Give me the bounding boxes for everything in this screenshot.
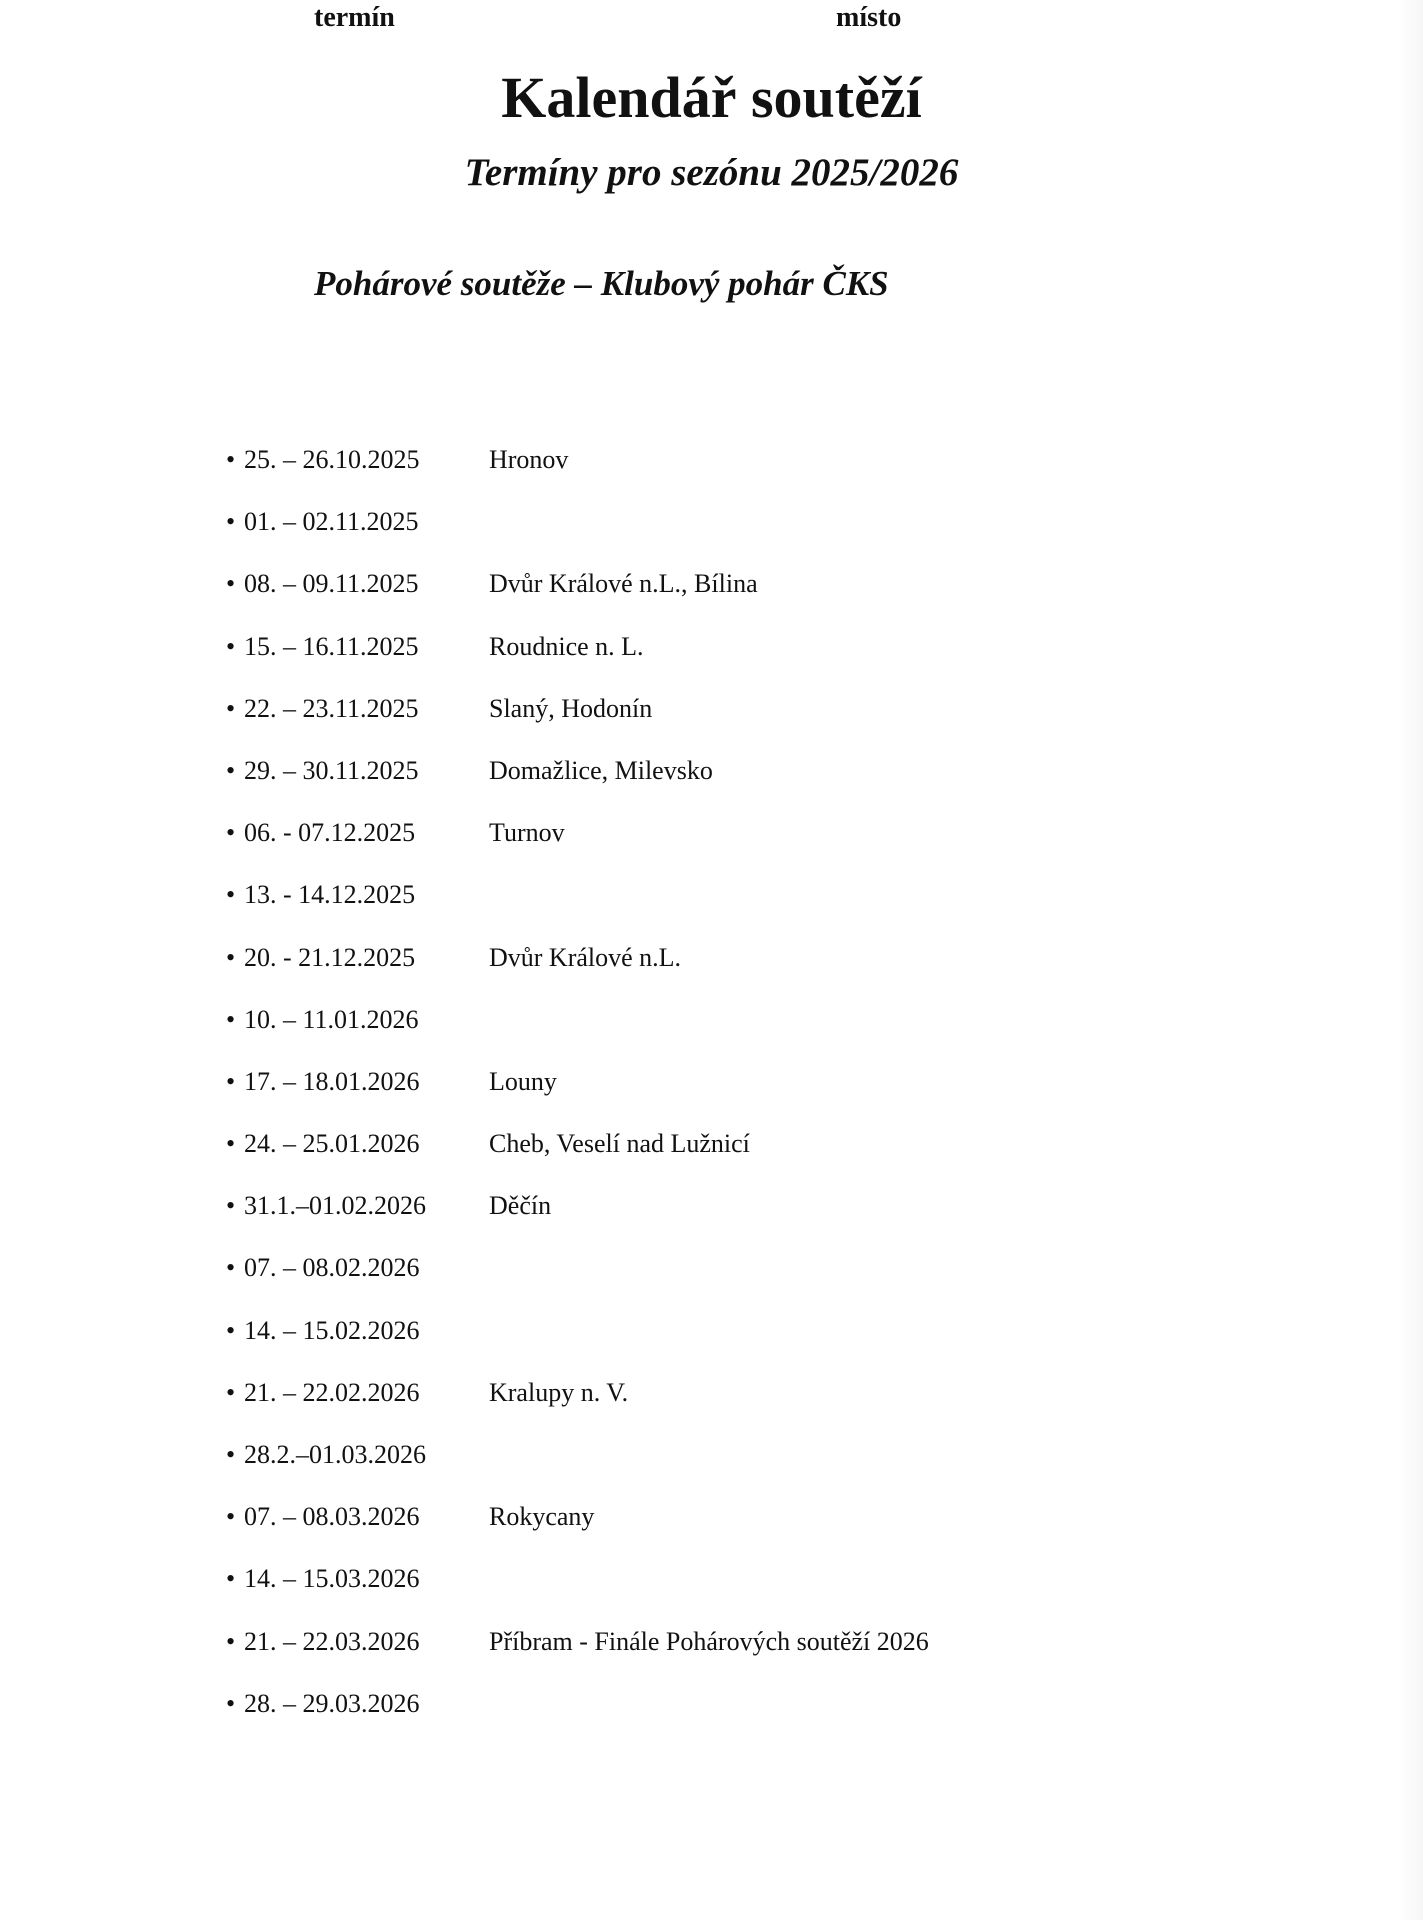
entry-date: 25. – 26.10.2025 bbox=[244, 445, 420, 474]
entry-place: Rokycany bbox=[489, 1502, 595, 1532]
list-item bbox=[0, 1499, 1423, 1561]
bullet-icon: • bbox=[226, 1066, 236, 1096]
bullet-icon: • bbox=[226, 1564, 236, 1594]
list-item bbox=[0, 1064, 1423, 1126]
entry-date: 06. - 07.12.2025 bbox=[244, 818, 416, 848]
entry-place: Cheb, Veselí nad Lužnicí bbox=[489, 1129, 750, 1159]
entry-date: 07. – 08.02.2026 bbox=[244, 1253, 420, 1283]
list-item bbox=[0, 442, 1423, 504]
list-item bbox=[0, 1437, 1423, 1499]
column-header-place: místo bbox=[836, 2, 902, 33]
entry-place: Slaný, Hodonín bbox=[489, 693, 653, 723]
entry-date: 08. – 09.11.2025 bbox=[244, 569, 419, 599]
bullet-icon: • bbox=[226, 818, 236, 848]
bullet-icon: • bbox=[226, 755, 236, 785]
list-item bbox=[0, 691, 1423, 753]
entry-place: Kralupy n. V. bbox=[489, 1377, 629, 1407]
entry-date: 17. – 18.01.2026 bbox=[244, 1066, 420, 1096]
bullet-icon: • bbox=[226, 1004, 236, 1034]
list-item bbox=[0, 1126, 1423, 1188]
list-item bbox=[0, 566, 1423, 628]
entry-place: Turnov bbox=[489, 818, 565, 848]
entry-date: 29. – 30.11.2025 bbox=[244, 755, 419, 785]
bullet-icon: • bbox=[226, 1502, 236, 1532]
section-heading: Pohárové soutěže – Klubový pohár ČKS bbox=[314, 264, 889, 303]
bullet-icon: • bbox=[226, 507, 236, 537]
bullet-icon: • bbox=[226, 1253, 236, 1283]
list-item bbox=[0, 1188, 1423, 1250]
entry-date: 14. – 15.03.2026 bbox=[244, 1564, 420, 1594]
entry-place: Příbram - Finále Pohárových soutěží 2026 bbox=[489, 1626, 929, 1656]
entry-date: 24. – 25.01.2026 bbox=[244, 1129, 420, 1159]
entry-date: 21. – 22.03.2026 bbox=[244, 1626, 420, 1656]
schedule-list bbox=[0, 442, 1423, 1748]
list-item bbox=[0, 1002, 1423, 1064]
list-item bbox=[0, 1375, 1423, 1437]
entry-date: 15. – 16.11.2025 bbox=[244, 631, 419, 661]
column-header-date: termín bbox=[314, 2, 395, 33]
list-item bbox=[0, 753, 1423, 815]
bullet-icon: • bbox=[226, 1688, 236, 1718]
entry-place: Hronov bbox=[489, 445, 569, 474]
list-item bbox=[0, 940, 1423, 1002]
bullet-icon: • bbox=[226, 693, 236, 723]
entry-date: 01. – 02.11.2025 bbox=[244, 507, 419, 537]
list-item bbox=[0, 504, 1423, 566]
list-item bbox=[0, 1686, 1423, 1748]
entry-date: 14. – 15.02.2026 bbox=[244, 1315, 420, 1345]
bullet-icon: • bbox=[226, 1315, 236, 1345]
entry-date: 21. – 22.02.2026 bbox=[244, 1377, 420, 1407]
entry-date: 20. - 21.12.2025 bbox=[244, 942, 416, 972]
page-subtitle: Termíny pro sezónu 2025/2026 bbox=[464, 151, 959, 194]
bullet-icon: • bbox=[226, 1129, 236, 1159]
entry-place: Dvůr Králové n.L. bbox=[489, 942, 682, 972]
entry-date: 13. - 14.12.2025 bbox=[244, 880, 416, 910]
bullet-icon: • bbox=[226, 1440, 236, 1469]
bullet-icon: • bbox=[226, 942, 236, 972]
bullet-icon: • bbox=[226, 631, 236, 661]
entry-date: 10. – 11.01.2026 bbox=[244, 1004, 419, 1034]
bullet-icon: • bbox=[226, 880, 236, 910]
entry-place: Dvůr Králové n.L., Bílina bbox=[489, 569, 758, 599]
list-item bbox=[0, 1313, 1423, 1375]
bullet-icon: • bbox=[226, 1626, 236, 1656]
list-item bbox=[0, 629, 1423, 691]
bullet-icon: • bbox=[226, 1377, 236, 1407]
list-item bbox=[0, 1250, 1423, 1312]
entry-place: Roudnice n. L. bbox=[489, 631, 644, 661]
entry-date: 31.1.–01.02.2026 bbox=[244, 1191, 426, 1221]
entry-date: 07. – 08.03.2026 bbox=[244, 1502, 420, 1532]
page-title: Kalendář soutěží bbox=[501, 65, 922, 130]
list-item bbox=[0, 1624, 1423, 1686]
entry-date: 22. – 23.11.2025 bbox=[244, 693, 419, 723]
bullet-icon: • bbox=[226, 445, 236, 474]
list-item bbox=[0, 1561, 1423, 1623]
list-item bbox=[0, 815, 1423, 877]
entry-date: 28.2.–01.03.2026 bbox=[244, 1440, 426, 1469]
entry-place: Domažlice, Milevsko bbox=[489, 755, 713, 785]
entry-place: Děčín bbox=[489, 1191, 552, 1221]
list-item bbox=[0, 877, 1423, 939]
entry-place: Louny bbox=[489, 1066, 557, 1096]
entry-date: 28. – 29.03.2026 bbox=[244, 1688, 420, 1718]
bullet-icon: • bbox=[226, 569, 236, 599]
bullet-icon: • bbox=[226, 1191, 236, 1221]
